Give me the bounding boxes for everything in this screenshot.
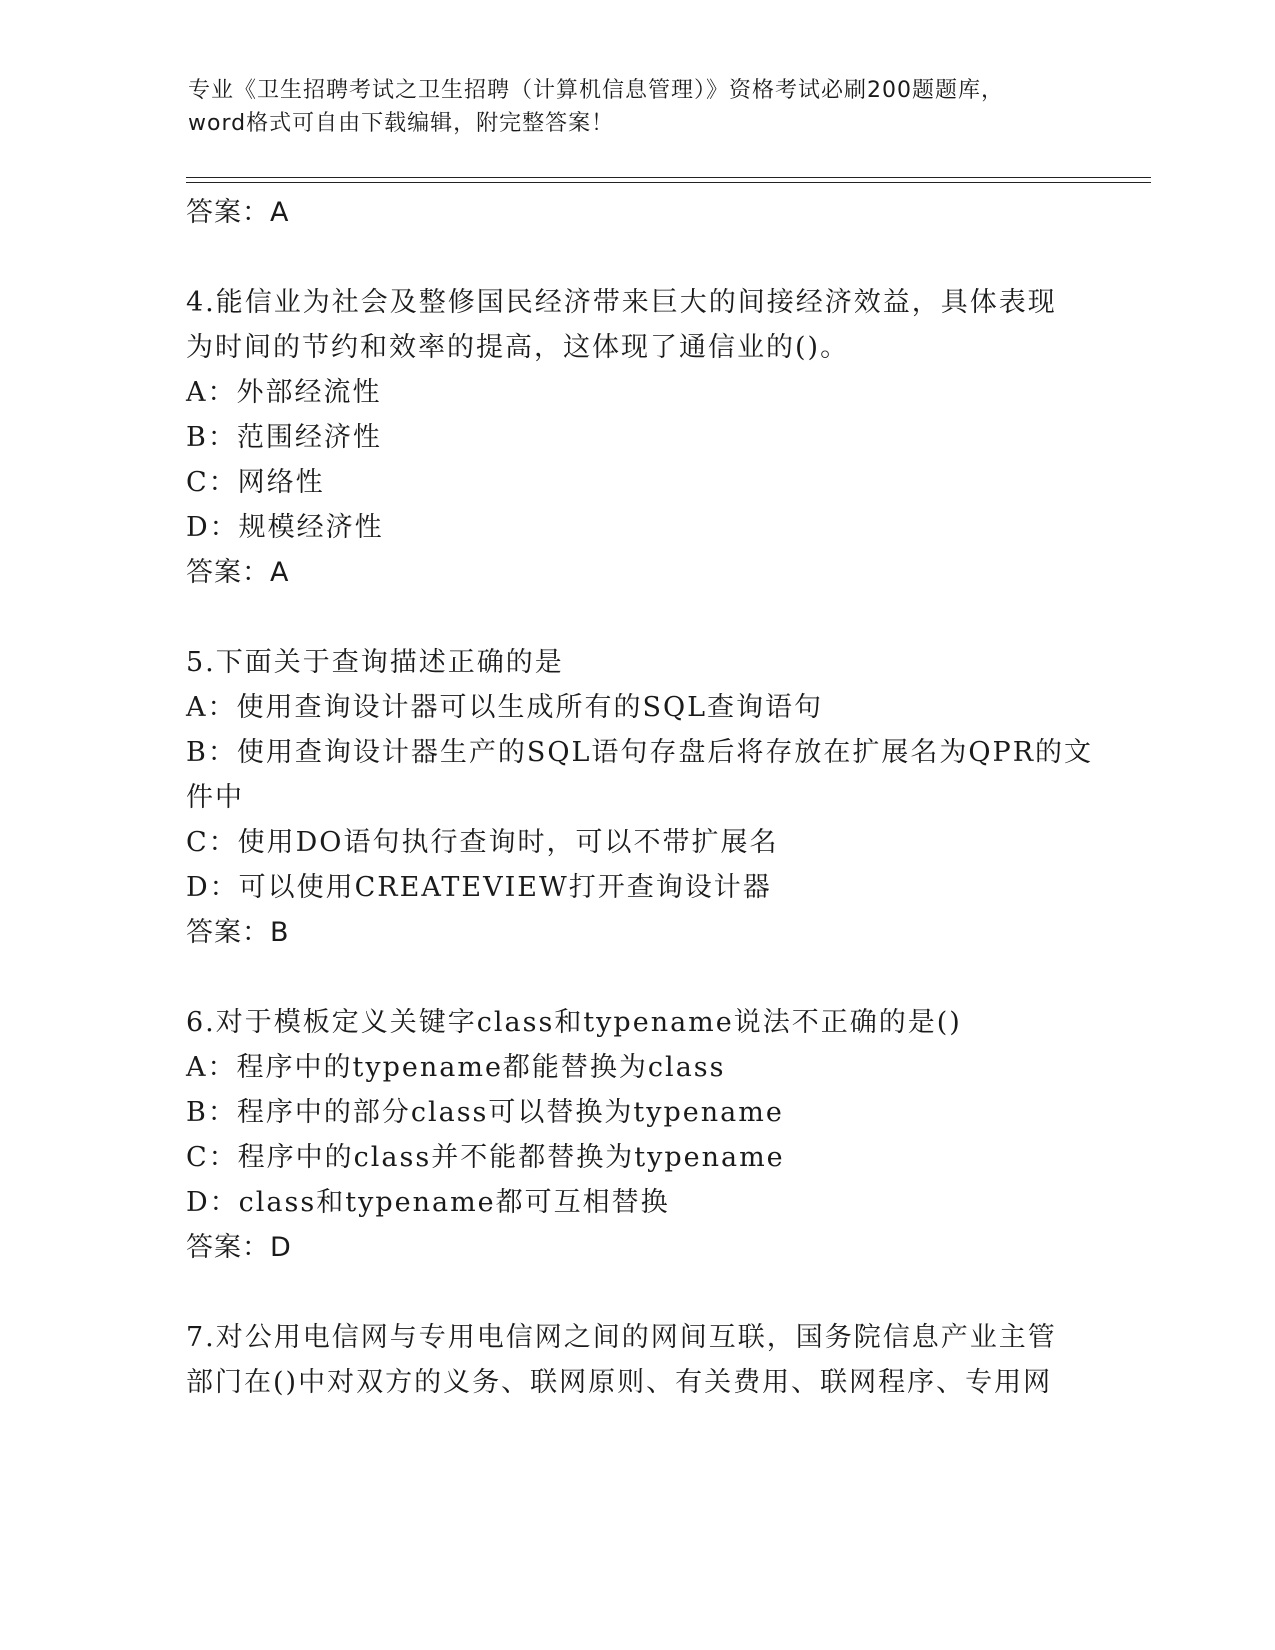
question-5-option-b-line-1: B：使用查询设计器生产的SQL语句存盘后将存放在扩展名为QPR的文 [186, 737, 1094, 768]
question-6-answer: 答案：D [186, 1232, 292, 1263]
question-list [186, 190, 1094, 1405]
question-4-stem-line-2: 为时间的节约和效率的提高，这体现了通信业的()。 [186, 332, 850, 363]
question-5 [186, 640, 1094, 955]
question-6-option-d: D：class和typename都可互相替换 [186, 1187, 670, 1218]
header-rule-top [186, 177, 1151, 178]
question-6-option-b: B：程序中的部分class可以替换为typename [186, 1097, 784, 1128]
question-4-stem-line-1: 4.能信业为社会及整修国民经济带来巨大的间接经济效益，具体表现 [186, 287, 1057, 318]
question-4-option-b: B：范围经济性 [186, 422, 382, 453]
question-6 [186, 1000, 1086, 1270]
question-4-option-a: A：外部经流性 [186, 377, 382, 408]
question-7-stem-line-1: 7.对公用电信网与专用电信网之间的网间互联，国务院信息产业主管 [186, 1322, 1057, 1353]
question-7 [186, 1315, 1086, 1405]
document-header [188, 74, 1088, 140]
question-5-option-d: D：可以使用CREATEVIEW打开查询设计器 [186, 872, 772, 903]
previous-answer: 答案：A [186, 197, 290, 228]
question-4-option-d: D：规模经济性 [186, 512, 384, 543]
question-5-stem: 5.下面关于查询描述正确的是 [186, 647, 564, 678]
header-line-1: 专业《卫生招聘考试之卫生招聘（计算机信息管理）》资格考试必刷200题题库， [188, 78, 1004, 103]
question-6-stem: 6.对于模板定义关键字class和typename说法不正确的是() [186, 1007, 962, 1038]
question-5-answer: 答案：B [186, 917, 290, 948]
header-rule-bottom [186, 182, 1151, 183]
question-4-option-c: C：网络性 [186, 467, 325, 498]
question-6-option-c: C：程序中的class并不能都替换为typename [186, 1142, 785, 1173]
question-4-answer: 答案：A [186, 557, 290, 588]
question-7-stem-line-2: 部门在()中对双方的义务、联网原则、有关费用、联网程序、专用网 [186, 1367, 1053, 1398]
header-line-2: word格式可自由下载编辑，附完整答案！ [188, 111, 615, 136]
question-6-option-a: A：程序中的typename都能替换为class [186, 1052, 726, 1083]
question-5-option-b-line-2: 件中 [186, 782, 244, 813]
question-4 [186, 280, 1086, 595]
question-5-option-a: A：使用查询设计器可以生成所有的SQL查询语句 [186, 692, 824, 723]
question-5-option-c: C：使用DO语句执行查询时，可以不带扩展名 [186, 827, 779, 858]
